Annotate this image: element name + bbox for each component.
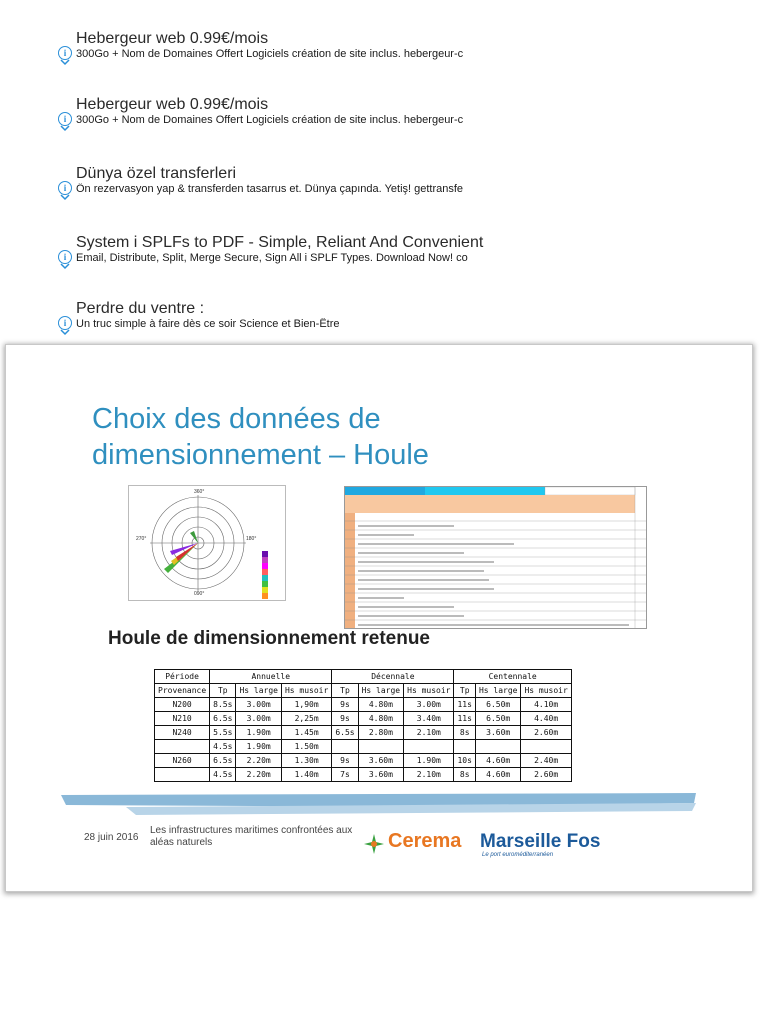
rose-label-south: 090° bbox=[194, 591, 205, 597]
table-cell: 4.5s bbox=[210, 768, 236, 782]
ad-2[interactable] bbox=[58, 96, 478, 136]
table-cell: 3.60m bbox=[358, 754, 404, 768]
table-cell: 3.60m bbox=[358, 768, 404, 782]
cell-provenance bbox=[155, 768, 210, 782]
period-label: Période bbox=[155, 670, 210, 684]
cell-provenance bbox=[155, 740, 210, 754]
info-icon[interactable]: i bbox=[58, 181, 72, 195]
info-icon[interactable]: i bbox=[58, 46, 72, 60]
rose-label-north: 360° bbox=[194, 489, 205, 495]
table-row bbox=[155, 768, 572, 782]
table-cell: 6.5s bbox=[210, 754, 236, 768]
period-centennial: Centennale bbox=[454, 670, 571, 684]
cell-provenance: N210 bbox=[155, 712, 210, 726]
footer-date: 28 juin 2016 bbox=[84, 832, 139, 843]
chevron-down-icon[interactable] bbox=[59, 262, 71, 270]
presentation-slide bbox=[6, 345, 752, 891]
cell-provenance: N260 bbox=[155, 754, 210, 768]
table-cell: 4.5s bbox=[210, 740, 236, 754]
wave-data-table-image bbox=[344, 486, 647, 629]
cerema-logo-icon bbox=[363, 833, 385, 855]
wave-rose-figure bbox=[128, 485, 286, 601]
table-cell: 3.00m bbox=[236, 698, 282, 712]
table-cell: 11s bbox=[454, 712, 475, 726]
table-cell: 9s bbox=[332, 754, 358, 768]
info-icon[interactable]: i bbox=[58, 112, 72, 126]
cell-provenance: N240 bbox=[155, 726, 210, 740]
table-cell: 2.20m bbox=[236, 754, 282, 768]
ad-1[interactable] bbox=[58, 30, 478, 70]
period-decennial: Décennale bbox=[332, 670, 454, 684]
table-cell: 8s bbox=[454, 768, 475, 782]
table-cell: 2.20m bbox=[236, 768, 282, 782]
col-tp: Tp bbox=[332, 684, 358, 698]
table-cell: 1.30m bbox=[281, 754, 331, 768]
table-cell: 6.50m bbox=[475, 698, 521, 712]
table-cell bbox=[521, 740, 571, 754]
table-cell: 9s bbox=[332, 712, 358, 726]
table-cell: 2.40m bbox=[521, 754, 571, 768]
table-cell: 3.40m bbox=[404, 712, 454, 726]
col-hs-large: Hs large bbox=[358, 684, 404, 698]
table-cell: 3.00m bbox=[236, 712, 282, 726]
ad-4[interactable] bbox=[58, 234, 484, 274]
table-cell: 1.40m bbox=[281, 768, 331, 782]
period-annual: Annuelle bbox=[210, 670, 332, 684]
table-cell: 2.10m bbox=[404, 768, 454, 782]
table-cell: 3.00m bbox=[404, 698, 454, 712]
table-cell: 2.80m bbox=[358, 726, 404, 740]
table-cell: 4.80m bbox=[358, 698, 404, 712]
col-hs-large: Hs large bbox=[236, 684, 282, 698]
ad-title[interactable]: Hebergeur web 0.99€/mois bbox=[76, 96, 269, 113]
table-row bbox=[155, 754, 572, 768]
table-cell: 5.5s bbox=[210, 726, 236, 740]
table-cell: 4.60m bbox=[475, 754, 521, 768]
table-cell: 2.10m bbox=[404, 726, 454, 740]
table-row bbox=[155, 698, 572, 712]
col-hs-musoir: Hs musoir bbox=[404, 684, 454, 698]
rose-label-west: 270° bbox=[136, 536, 147, 542]
ad-5[interactable] bbox=[58, 300, 478, 340]
chevron-down-icon[interactable] bbox=[59, 124, 71, 132]
ad-description: Un truc simple à faire dès ce soir Science et Bien-Être bbox=[76, 318, 340, 330]
ad-description: Email, Distribute, Split, Merge Secure, Sign All i SPLF Types. Download Now! co bbox=[76, 252, 468, 264]
table-cell: 6.5s bbox=[332, 726, 358, 740]
table-cell: 1.90m bbox=[404, 754, 454, 768]
table-cell: 7s bbox=[332, 768, 358, 782]
cell-provenance: N200 bbox=[155, 698, 210, 712]
marseille-fos-tagline: Le port euroméditerranéen bbox=[482, 852, 554, 858]
table-cell: 4.40m bbox=[521, 712, 571, 726]
ad-description: 300Go + Nom de Domaines Offert Logiciels création de site inclus. hebergeur-c bbox=[76, 114, 464, 126]
table-cell bbox=[332, 740, 358, 754]
table-cell: 6.5s bbox=[210, 712, 236, 726]
decorative-wave-band bbox=[6, 785, 752, 835]
chevron-down-icon[interactable] bbox=[59, 58, 71, 66]
col-hs-musoir: Hs musoir bbox=[521, 684, 571, 698]
table-cell: 2.60m bbox=[521, 768, 571, 782]
table-subheader-row bbox=[155, 684, 572, 698]
col-tp: Tp bbox=[454, 684, 475, 698]
info-icon[interactable]: i bbox=[58, 316, 72, 330]
ad-description: 300Go + Nom de Domaines Offert Logiciels création de site inclus. hebergeur-c bbox=[76, 48, 464, 60]
slide-subtitle: Houle de dimensionnement retenue bbox=[108, 628, 430, 649]
table-cell: 2,25m bbox=[281, 712, 331, 726]
table-cell: 1.45m bbox=[281, 726, 331, 740]
ad-title[interactable]: System i SPLFs to PDF - Simple, Reliant And Convenient bbox=[76, 234, 484, 251]
rose-label-east: 180° bbox=[246, 536, 257, 542]
table-cell: 8.5s bbox=[210, 698, 236, 712]
table-row bbox=[155, 712, 572, 726]
table-row bbox=[155, 726, 572, 740]
table-cell bbox=[475, 740, 521, 754]
table-cell: 10s bbox=[454, 754, 475, 768]
col-tp: Tp bbox=[210, 684, 236, 698]
table-cell: 11s bbox=[454, 698, 475, 712]
ad-3[interactable] bbox=[58, 165, 478, 205]
ad-title[interactable]: Hebergeur web 0.99€/mois bbox=[76, 30, 269, 47]
info-icon[interactable]: i bbox=[58, 250, 72, 264]
table-header-row bbox=[155, 670, 572, 684]
provenance-label: Provenance bbox=[155, 684, 210, 698]
chevron-down-icon[interactable] bbox=[59, 193, 71, 201]
ad-description: Ön rezervasyon yap & transferden tasarrus et. Dünya çapında. Yetiş! gettransfe bbox=[76, 183, 464, 195]
table-cell: 4.60m bbox=[475, 768, 521, 782]
table-row bbox=[155, 740, 572, 754]
table-cell: 1.50m bbox=[281, 740, 331, 754]
table-cell: 8s bbox=[454, 726, 475, 740]
table-cell: 4.80m bbox=[358, 712, 404, 726]
ad-title[interactable]: Perdre du ventre : bbox=[76, 300, 205, 317]
table-cell: 1.90m bbox=[236, 726, 282, 740]
slide-title-line1: Choix des données de bbox=[92, 403, 381, 435]
chevron-down-icon[interactable] bbox=[59, 328, 71, 336]
table-cell: 1,90m bbox=[281, 698, 331, 712]
table-cell bbox=[358, 740, 404, 754]
slide-title-line2: dimensionnement – Houle bbox=[92, 439, 429, 471]
table-cell: 6.50m bbox=[475, 712, 521, 726]
slide-title bbox=[92, 401, 592, 473]
col-hs-musoir: Hs musoir bbox=[281, 684, 331, 698]
footer-caption: Les infrastructures maritimes confrontées aux aléas naturels bbox=[150, 825, 353, 848]
cerema-logo: Cerema bbox=[388, 830, 462, 852]
design-wave-table bbox=[154, 669, 572, 782]
table-cell: 3.60m bbox=[475, 726, 521, 740]
table-cell: 1.90m bbox=[236, 740, 282, 754]
table-cell bbox=[404, 740, 454, 754]
table-cell: 9s bbox=[332, 698, 358, 712]
rose-legend-colorbar bbox=[262, 551, 268, 599]
table-cell: 4.10m bbox=[521, 698, 571, 712]
marseille-fos-logo: Marseille Fos bbox=[480, 831, 601, 852]
table-cell bbox=[454, 740, 475, 754]
table-cell: 2.60m bbox=[521, 726, 571, 740]
ad-title[interactable]: Dünya özel transferleri bbox=[76, 165, 237, 182]
col-hs-large: Hs large bbox=[475, 684, 521, 698]
